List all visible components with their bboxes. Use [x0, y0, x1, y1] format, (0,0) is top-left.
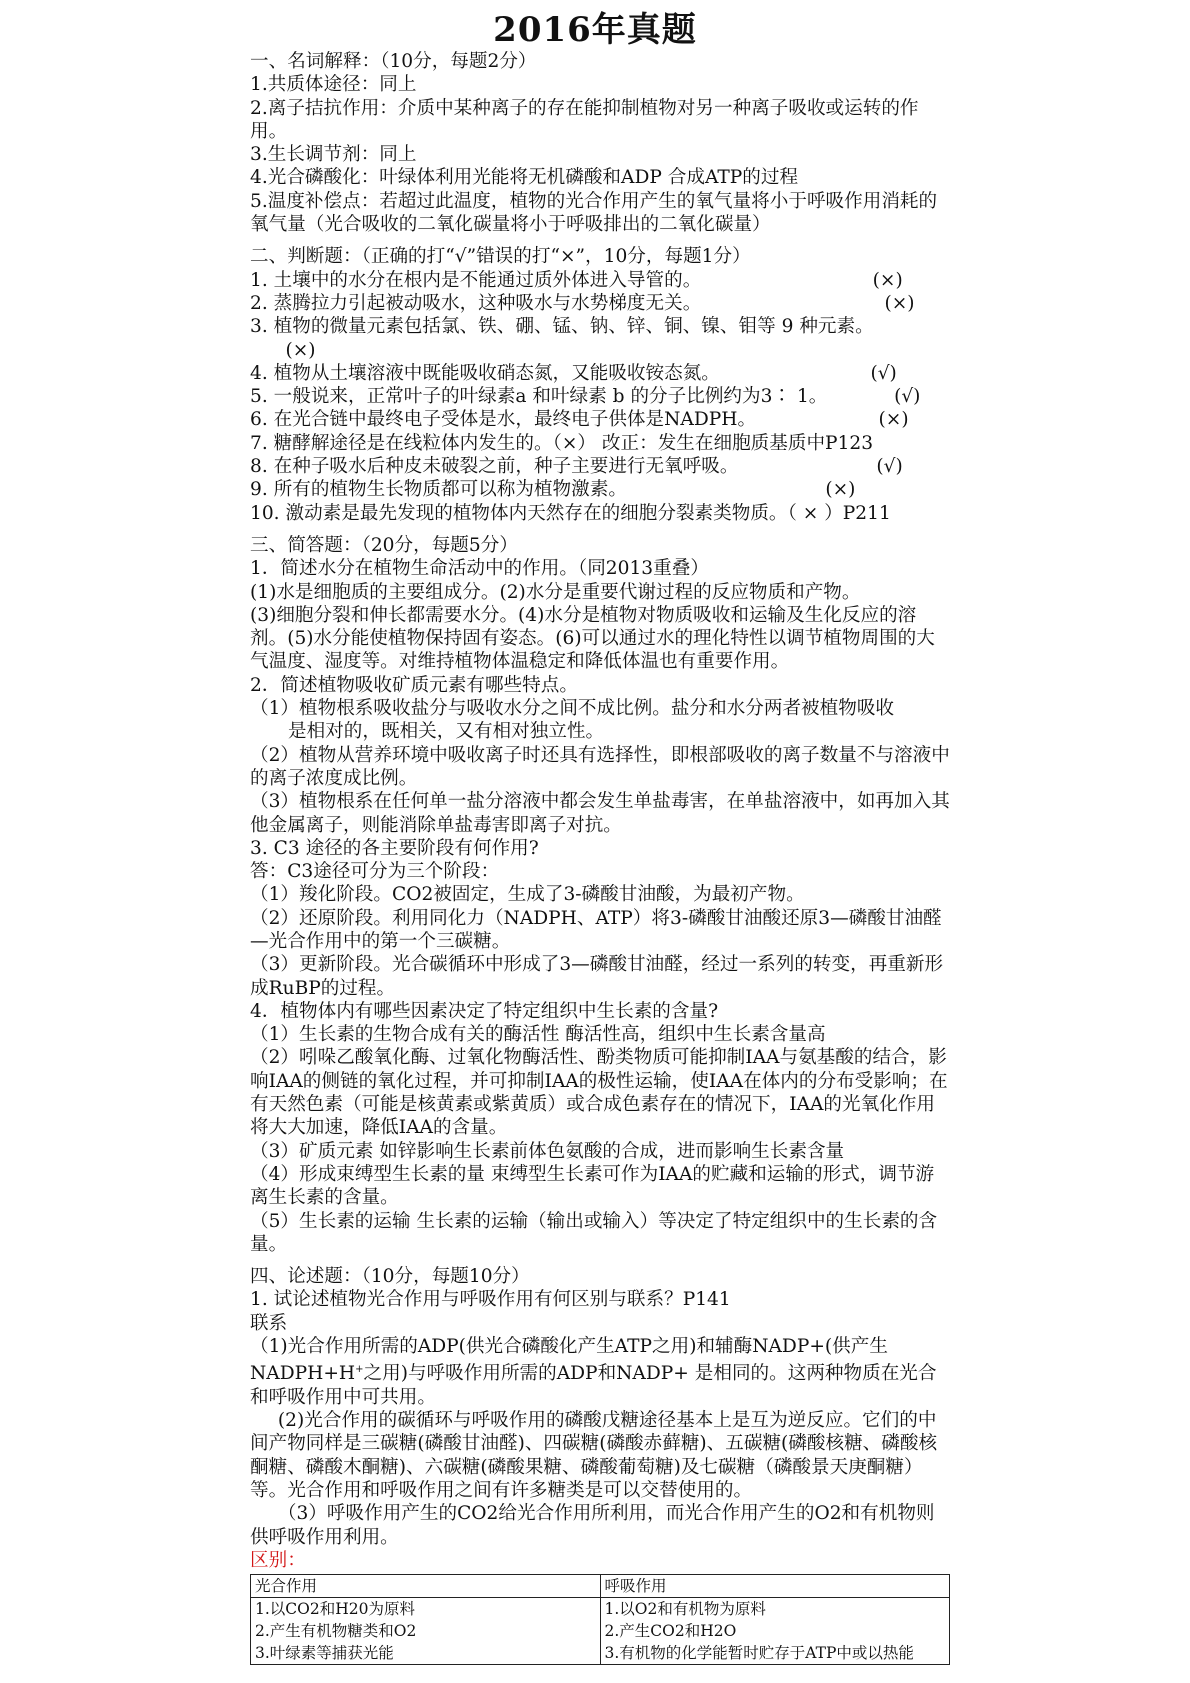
table-row [251, 1598, 950, 1621]
judge-item: 8. 在种子吸水后种皮未破裂之前，种子主要进行无氧呼吸。 (√) [250, 456, 950, 478]
judge-item: 9. 所有的植物生长物质都可以称为植物激素。 (×) [250, 479, 950, 501]
table-header-row [251, 1575, 950, 1598]
section1-item: 1.共质体途径：同上 [250, 74, 417, 96]
section3-line: （1）羧化阶段。CO2被固定，生成了3-磷酸甘油酸，为最初产物。 [250, 884, 805, 906]
section1-item: 4.光合磷酸化：叶绿体利用光能将无机磷酸和ADP 合成ATP的过程 [250, 167, 799, 189]
section2-heading: 二、判断题：（正确的打“√”错误的打“×”，10分，每题1分） [250, 246, 751, 268]
judge-item: 5. 一般说来，正常叶子的叶绿素a 和叶绿素 b 的分子比例约为3∶ 1。 (√) [250, 386, 950, 408]
section3-line: （1）植物根系吸收盐分与吸收水分之间不成比例。盐分和水分两者被植物吸收 [250, 698, 895, 720]
judge-item: 10. 激动素是最先发现的植物体内天然存在的细胞分裂素类物质。（ × ）P211 [250, 502, 891, 524]
section3-line: （5）生长素的运输 生长素的运输（输出或输入）等决定了特定组织中的生长素的含量。 [250, 1210, 938, 1255]
section3-line: （1）生长素的生物合成有关的酶活性 酶活性高，组织中生长素含量高 [250, 1024, 826, 1046]
section3-line: (3)细胞分裂和伸长都需要水分。(4)水分是植物对物质吸收和运输及生化反应的溶剂。(5)水分能使植物保持固有姿态。(6)可以通过水的理化特性以调节植物周围的大气温度、湿度等。对维持植物体温稳定和降低体温也有重要作用。 [250, 604, 935, 673]
table-row [251, 1642, 950, 1665]
section1-item: 2.离子拮抗作用：介质中某种离子的存在能抑制植物对另一种离子吸收或运转的作用。 [250, 97, 919, 142]
table-cell: 2.产生CO2和H2O [600, 1620, 950, 1642]
document-body [250, 50, 950, 1665]
table-cell: 2.产生有机物糖类和O2 [251, 1620, 601, 1642]
table-cell: 3.有机物的化学能暂时贮存于ATP中或以热能 [600, 1642, 950, 1665]
table-cell: 1.以CO2和H20为原料 [251, 1598, 601, 1621]
section3-line: 4．植物体内有哪些因素决定了特定组织中生长素的含量? [250, 1000, 719, 1022]
section1-heading: 一、名词解释：（10分，每题2分） [250, 51, 537, 72]
table-header: 光合作用 [251, 1575, 601, 1598]
table-cell: 1.以O2和有机物为原料 [600, 1598, 950, 1621]
section3-line: 答：C3途径可分为三个阶段： [250, 861, 500, 883]
section3-line: （2）还原阶段。利用同化力（NADPH、ATP）将3-磷酸甘油酸还原3—磷酸甘油醛—光合作用中的第一个三碳糖。 [250, 907, 942, 952]
section1-item: 5.温度补偿点：若超过此温度，植物的光合作用产生的氧气量将小于呼吸作用消耗的氧气量（光合吸收的二氧化碳量将小于呼吸排出的二氧化碳量） [250, 190, 938, 236]
section3-line: 1．简述水分在植物生命活动中的作用。（同2013重叠） [250, 558, 709, 580]
section3-line: （3）更新阶段。光合碳循环中形成了3—磷酸甘油醛，经过一系列的转变，再重新形成RuBP的过程。 [250, 954, 944, 999]
section3-line: (1)水是细胞质的主要组成分。(2)水分是重要代谢过程的反应物质和产物。 [250, 581, 861, 603]
judge-item: 7. 糖酵解途径是在线粒体内发生的。（×） 改正：发生在细胞质基质中P123 [250, 432, 874, 454]
table-header: 呼吸作用 [600, 1575, 950, 1598]
section3-line: 2．简述植物吸收矿质元素有哪些特点。 [250, 674, 578, 696]
table-row [251, 1620, 950, 1642]
table-cell: 3.叶绿素等捕获光能 [251, 1642, 601, 1665]
judge-item: (×) [250, 339, 316, 361]
link-paragraph-3: （3）呼吸作用产生的CO2给光合作用所利用，而光合作用产生的O2和有机物则供呼吸作用利用。 [250, 1503, 935, 1548]
section3-line: （2）吲哚乙酸氧化酶、过氧化物酶活性、酚类物质可能抑制IAA与氨基酸的结合，影响IAA的侧链的氧化过程，并可抑制IAA的极性运输，使IAA在体内的分布受影响；在有天然色素（可能是核黄素或紫黄质）或合成色素存在的情况下，IAA的光氧化作用将大大加速，降低IAA的含量。 [250, 1047, 948, 1139]
difference-label: 区别： [250, 1549, 306, 1571]
link-paragraph-1: （1)光合作用所需的ADP(供光合磷酸化产生ATP之用)和辅酶NADP+(供产生NADPH+H+之用)与呼吸作用所需的ADP和NADP+ 是相同的。这两种物质在光合和呼吸作用中可共用。 [250, 1336, 937, 1408]
link-paragraph-2: (2)光合作用的碳循环与呼吸作用的磷酸戊糖途径基本上是互为逆反应。它们的中间产物同样是三碳糖(磷酸甘油醛)、四碳糖(磷酸赤藓糖)、五碳糖(磷酸核糖、磷酸核酮糖、磷酸木酮糖)、六碳糖(磷酸果糖、磷酸葡萄糖)及七碳糖（磷酸景天庚酮糖）等。光合作用和呼吸作用之间有许多糖类是可以交替使用的。 [250, 1410, 938, 1501]
section3-line: 3. C3 途径的各主要阶段有何作用? [250, 837, 539, 859]
section4-question: 1. 试论述植物光合作用与呼吸作用有何区别与联系？P141 [250, 1289, 731, 1311]
section3-line: （2）植物从营养环境中吸收离子时还具有选择性，即根部吸收的离子数量不与溶液中的离子浓度成比例。 [250, 744, 950, 789]
section3-line: （4）形成束缚型生长素的量 束缚型生长素可作为IAA的贮藏和运输的形式，调节游离生长素的含量。 [250, 1163, 935, 1209]
judge-item: 3. 植物的微量元素包括氯、铁、硼、锰、钠、锌、铜、镍、钼等 9 种元素。 [250, 316, 874, 338]
link-label: 联系 [250, 1312, 288, 1334]
section3-line: 是相对的，既相关，又有相对独立性。 [288, 721, 605, 743]
section3-line: （3）植物根系在任何单一盐分溶液中都会发生单盐毒害，在单盐溶液中，如再加入其他金属离子，则能消除单盐毒害即离子对抗。 [250, 791, 950, 836]
judge-item: 2. 蒸腾拉力引起被动吸水，这种吸水与水势梯度无关。 (×) [250, 292, 950, 314]
judge-item: 1. 土壤中的水分在根内是不能通过质外体进入导管的。 (×) [250, 269, 950, 291]
section1-item: 3.生长调节剂：同上 [250, 144, 417, 166]
section3-line: （3）矿质元素 如锌影响生长素前体色氨酸的合成，进而影响生长素含量 [250, 1140, 845, 1162]
section4-heading: 四、论述题：（10分，每题10分） [250, 1266, 530, 1288]
section3-heading: 三、简答题：（20分，每题5分） [250, 534, 518, 556]
comparison-table [250, 1574, 950, 1665]
judge-item: 6. 在光合链中最终电子受体是水，最终电子供体是NADPH。 (×) [250, 409, 950, 431]
judge-item: 4. 植物从土壤溶液中既能吸收硝态氮，又能吸收铵态氮。 (√) [250, 362, 950, 384]
page-title: 2016年真题 [493, 10, 697, 50]
